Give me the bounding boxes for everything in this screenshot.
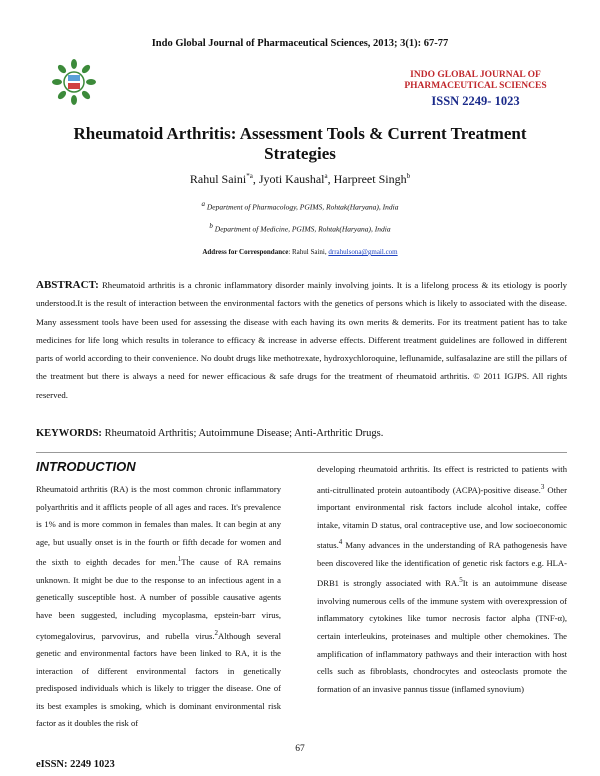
abstract-paragraph	[36, 276, 567, 404]
author-affiliation-mark: a	[324, 172, 328, 180]
body-column-left	[36, 481, 281, 733]
keywords-text: Rheumatoid Arthritis; Autoimmune Disease; Anti-Arthritic Drugs.	[104, 428, 384, 439]
keywords-label: KEYWORDS:	[36, 428, 102, 439]
section-title-introduction: INTRODUCTION	[36, 459, 136, 474]
keywords-line	[36, 428, 567, 439]
title-line-1: Rheumatoid Arthritis: Assessment Tools & Current Treatment	[73, 124, 527, 143]
journal-logo-icon	[52, 58, 96, 106]
journal-name-line1: INDO GLOBAL JOURNAL OF	[410, 70, 541, 80]
author-name: Jyoti Kaushal	[258, 172, 325, 186]
journal-citation-header: Indo Global Journal of Pharmaceutical Sciences, 2013; 3(1): 67-77	[151, 38, 449, 49]
author-affiliation-mark: b	[406, 172, 411, 180]
abstract-label: ABSTRACT:	[36, 279, 99, 291]
right-text-3: Many advances in the understanding of RA pathogenesis have been discovered like the identification of genetic risk factors e.g. HLA-DRB1 is strongly associated with RA.	[317, 540, 567, 589]
citation-mark: 4	[338, 538, 343, 547]
affiliation-b	[0, 222, 600, 234]
citation-mark: 5	[459, 576, 463, 585]
correspondence-address: Address for Correspondance: Rahul Saini, drrahulsona@gmail.com	[202, 248, 398, 256]
citation-mark: 3	[540, 482, 545, 491]
correspondence-email-link[interactable]: drrahulsona@gmail.com	[328, 248, 398, 256]
title-line-2: Strategies	[264, 144, 336, 163]
page-number: 67	[295, 744, 305, 754]
right-text-1: developing rheumatoid arthritis. Its effect is restricted to patients with anti-citrullinated protein autoantibody (ACPA)-positive disease.	[317, 464, 567, 495]
citation-mark: 2	[214, 628, 219, 637]
abstract-text: Rheumatoid arthritis is a chronic inflammatory disorder mainly involving joints. It is a lifelong process & its etiology is poorly understood.It is the result of interaction between the environmental factors with the genetics of persons which is likely to associated with the disease. Many assessment tools have been used for assessing the disease with each having its own merits & demerits. For its treatment patient has to take medicines for life long which results in tolerance to efficacy & increase in adverse effects. Different treatment guidelines are followed in different parts of world according to their convenience. No doubt drugs like methotrexate, hydroxychloroquine, leflunamide, sulfasalazine are still the pillars of the treatment but there is always a need for newer efficacious & safe drugs for the treatment of rheumatoid arthritis. © 2011 IGJPS. All rights reserved.	[36, 280, 567, 400]
citation-mark: 1	[177, 555, 182, 564]
correspondence-name: Rahul Saini,	[292, 248, 327, 256]
author-name: Rahul Saini	[189, 172, 247, 186]
footer-eissn: eISSN: 2249 1023	[36, 759, 115, 770]
affiliation-text: Department of Medicine, PGIMS, Rohtak(Haryana), India	[214, 224, 391, 234]
affiliation-mark: b	[209, 222, 213, 230]
body-column-right	[317, 461, 567, 698]
left-text-1: Rheumatoid arthritis (RA) is the most common chronic inflammatory polyarthritis and it afflicts people of all ages and races. It's prevalence is 1% and is more common in females than males. It can begin at any age, but usually onset is in the fourth or fifth decade for women and the sixth to eighth decades for men.	[36, 484, 281, 568]
author-list: Rahul Saini$^{*a}$, Jyoti Kaushal$^a$, Harpreet Singh$^b$	[189, 172, 411, 186]
affiliation-text: Department of Pharmacology, PGIMS, Rohtak(Haryana), India	[206, 202, 399, 212]
correspondence-label: Address for Correspondance	[202, 248, 289, 256]
affiliation-a	[0, 200, 600, 212]
journal-info-box	[393, 70, 558, 109]
section-divider	[36, 452, 567, 453]
right-text-2: Other important environmental risk factors include alcohol intake, coffee intake, vitamin D status, oral contraceptive use, and low socioeconomic status.	[317, 484, 567, 551]
left-text-2: The cause of RA remains unknown. It might be due to the response to an infectious agent in a genetically susceptible host. A number of possible causative agents have been suggested, including mycoplasma, epstein-barr virus, cytomegalovirus, parvovirus, and rubella virus.	[36, 557, 281, 641]
author-affiliation-mark: *a	[246, 172, 253, 180]
author-name: Harpreet Singh	[333, 172, 407, 186]
right-text-4: It is an autoimmune disease involving numerous cells of the immune system with overexpression of inflammatory cytokines like tumor necrosis factor alpha (TNF-α), certain interleukins, proteinases and multiple other chemokines. The amplification of inflammatory pathways and their interaction with host cells such as fibroblasts, chondrocytes and osteoclasts promote the formation of an invasive pannus tissue (inflamed synovium)	[317, 578, 567, 694]
left-text-3: Although several genetic and environmental factors have been linked to RA, it is the interaction of different environmental factors in genetically predisposed individuals which is likely to trigger the disease. One of its best examples is smoking, which is dominant environmental risk factor as it doubles the risk of	[36, 630, 281, 729]
affiliation-mark: a	[201, 200, 205, 208]
journal-name-line2: PHARMACEUTICAL SCIENCES	[404, 81, 547, 91]
journal-issn: ISSN 2249- 1023	[431, 94, 520, 108]
paper-title	[40, 124, 560, 164]
